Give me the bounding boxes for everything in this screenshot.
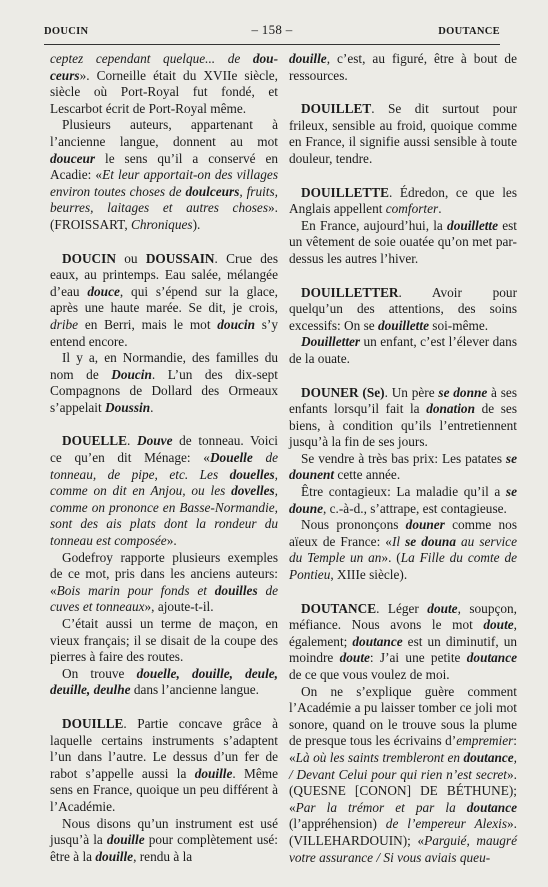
text-run: . L’un des dix-sept Compagnons de Dollard des Ormeaux s’appelait	[50, 366, 278, 415]
text-run: . Léger	[376, 600, 428, 616]
text-run: Godefroy rapporte plusieurs exemples de ce mot, pris dans les anciens auteurs: «	[50, 549, 278, 598]
emphasized-word: douner	[405, 517, 445, 533]
italic-text: de tonneau, de pipe, etc. Les	[50, 450, 278, 482]
entry-paragraph	[289, 601, 517, 684]
emphasized-word: doutance	[466, 799, 517, 815]
text-run: ».	[166, 533, 177, 549]
text-paragraph	[289, 517, 517, 583]
text-run: de tonneau. Voici ce qu’en dit Ménage: «	[50, 433, 278, 466]
text-run: pour complètement usé: être à la	[50, 832, 278, 864]
entry-paragraph	[50, 251, 278, 351]
left-column	[50, 51, 278, 865]
emphasized-word: dou-ceurs	[50, 51, 278, 83]
text-run: est un vêtement de soie ouatée qu’on met par-dessus les autres l’hiver.	[289, 217, 517, 266]
text-run: Plusieurs auteurs, appartenant à l’ancienne langue, donnent au mot	[50, 117, 278, 149]
text-paragraph	[50, 666, 278, 699]
text-run: (l’appréhension)	[289, 816, 386, 832]
text-run: ». (FROISSART,	[50, 200, 278, 232]
text-run: . Partie concave grâce à laquelle certains instruments s’adaptent l’un dans l’autre. Le dessus d’un fer de rabot s’appelle aussi la	[50, 715, 278, 781]
italic-text: de cuves et tonneaux	[50, 582, 279, 615]
italic-text: Et leur apportait-on des villages environ toutes choses de	[50, 167, 278, 199]
emphasized-word: se donne	[438, 384, 488, 400]
text-run: à ses enfants lorsqu’il fait la	[289, 384, 517, 417]
text-run: , soupçon, méfiance. Nous avons le mot	[289, 600, 517, 633]
entry-headword: DOUILLETTE	[301, 184, 389, 200]
emphasized-word: Douelle	[209, 450, 253, 466]
text-paragraph	[289, 684, 517, 867]
text-run: , rendu à la	[133, 848, 193, 864]
text-run: ).	[192, 216, 201, 232]
text-run: est un diminutif, un moindre	[289, 633, 518, 666]
header-first-word: DOUCIN	[44, 26, 89, 37]
text-paragraph	[289, 334, 517, 367]
text-run: Il y a, en Normandie, des familles du nom de	[50, 350, 278, 382]
text-paragraph	[289, 451, 517, 484]
text-run: ». (	[381, 550, 401, 566]
emphasized-word: douelle, douille, deule, deuille, deulhe	[50, 665, 278, 698]
text-paragraph	[289, 51, 517, 84]
italic-text: Bois marin pour fonds et	[56, 582, 215, 598]
text-run: de ses biens, à condition qu’ils l’entretiennent jusqu’à la fin de ses jours.	[289, 401, 517, 450]
emphasized-word: douillette	[447, 217, 499, 233]
text-run: . Édredon, ce que les Anglais appellent	[289, 184, 517, 217]
italic-text: comforter	[385, 201, 439, 217]
text-paragraph	[50, 51, 278, 117]
text-run: : «	[289, 733, 517, 765]
entry-paragraph	[50, 716, 278, 816]
text-run: comme nos aïeux de France: «	[289, 517, 517, 549]
entry-headword: DOUILLE	[62, 715, 124, 731]
text-run: , c.-à-d., s’attrape, est contagieuse.	[323, 500, 507, 516]
italic-text: , / Devant Celui pour qui rien n’est secret	[289, 749, 517, 782]
emphasized-word: douillette	[378, 317, 429, 333]
text-run: de ce que vous voulez de moi.	[289, 667, 450, 682]
emphasized-word: se doune	[289, 484, 517, 516]
text-paragraph	[50, 616, 278, 666]
text-run: .	[127, 433, 138, 449]
entry-headword: DOUTANCE	[301, 600, 377, 616]
text-run: soi-même.	[428, 317, 489, 333]
emphasized-word: se dounent	[289, 450, 517, 483]
text-run: . Même sens en France, quoique un peu différent à l’Académie.	[50, 765, 278, 814]
text-run: Nous prononçons	[301, 517, 406, 533]
italic-text: Parguié, maugré votre assurance / Si vous aviais queu-	[289, 832, 517, 865]
emphasized-word: douille	[194, 765, 233, 781]
entry-paragraph	[289, 101, 517, 167]
emphasized-word: douceur	[50, 150, 96, 166]
text-run: cette année.	[334, 467, 401, 483]
text-run: .	[150, 399, 154, 415]
text-run: ». (QUESNE [CONON] DE BÉTHUNE); «	[289, 766, 517, 815]
text-run: . Un père	[384, 384, 439, 400]
emphasized-word: donation	[426, 401, 475, 417]
text-run: Être contagieux: La maladie qu’il a	[301, 484, 506, 500]
emphasized-word: doulceurs	[185, 183, 240, 199]
emphasized-word: doutance	[466, 650, 517, 666]
italic-text: dribe	[50, 316, 79, 332]
entry-paragraph	[289, 185, 517, 218]
text-paragraph	[289, 484, 517, 517]
italic-text: de l’empereur Alexis	[385, 816, 508, 832]
emphasized-word: douelles	[229, 466, 275, 482]
text-run: : J’ai une petite	[369, 650, 467, 666]
emphasized-word: Douve	[137, 433, 173, 449]
emphasized-word: doute	[339, 650, 370, 666]
text-paragraph	[50, 117, 278, 233]
italic-text: Là où les saints trembleront en	[295, 749, 464, 765]
italic-text: , fruits, beurres, laitages et autres choses	[50, 183, 278, 216]
entry-paragraph	[289, 385, 517, 451]
emphasized-word: doutance	[352, 633, 403, 649]
header-rule	[44, 44, 500, 45]
entry-headword: DOUNER (Se)	[301, 384, 385, 400]
text-run: , XIIIe siècle).	[330, 567, 408, 583]
italic-text: Par la trémor et par la	[295, 799, 467, 815]
italic-text: La Fille du comte de Pontieu	[289, 550, 517, 583]
text-run: On trouve	[62, 665, 137, 681]
entry-paragraph	[50, 433, 278, 549]
text-run: , c’est, au figuré, être à bout de ressources.	[289, 51, 517, 83]
text-run: . Crue des eaux, au printemps. Eau salée, mélangée d’eau	[50, 250, 278, 299]
text-run: . Avoir pour quelqu’un des attentions, des soins excessifs: On se	[289, 284, 517, 333]
text-run: », ajoute-t-il.	[144, 599, 214, 615]
text-run: C’était aussi un terme de maçon, en vieux français; il se disait de la coupe des pierres à faire des routes.	[50, 616, 278, 665]
entry-headword: DOUCIN	[62, 250, 116, 266]
italic-text: au service du Temple un an	[289, 533, 517, 566]
text-run: ». Corneille était du XVIIe siècle, siècle où Port-Royal fut fondé, et Lescarbot écrit de Port-Royal même.	[50, 67, 278, 116]
italic-text: ceptez cependant quelque... de	[50, 51, 253, 66]
text-run: un enfant, c’est l’élever dans de la ouate.	[289, 334, 517, 366]
italic-text: Chroniques	[130, 216, 193, 232]
text-run: .	[438, 201, 442, 217]
text-run: ». (VILLEHARDOUIN); «	[289, 816, 517, 848]
text-run: le sens qu’il a conservé en Acadie: «	[50, 150, 278, 183]
text-run: en Berri, mais le mot	[78, 316, 218, 332]
italic-text: empremier	[456, 733, 514, 749]
emphasized-word: Doucin	[111, 366, 152, 382]
text-paragraph	[50, 816, 278, 866]
emphasized-word: douille	[95, 848, 134, 864]
right-column	[289, 51, 517, 866]
entry-headword: DOUILLET	[301, 101, 372, 117]
entry-headword: DOUELLE	[62, 433, 128, 449]
header-last-word: DOUTANCE	[438, 26, 500, 37]
entry-headword: DOUILLETTER	[301, 284, 399, 300]
running-header	[44, 22, 500, 42]
emphasized-word: doucin	[217, 316, 255, 332]
emphasized-word: douce	[87, 283, 120, 299]
text-run: dans l’ancienne langue.	[130, 682, 259, 698]
emphasized-word: douille	[106, 832, 145, 848]
entry-headword: DOUSSAIN	[145, 250, 215, 266]
italic-text: Il	[391, 533, 406, 549]
emphasized-word: dovelles	[231, 483, 275, 499]
text-paragraph	[289, 218, 517, 268]
emphasized-word: doute	[427, 600, 458, 616]
text-run: , également;	[289, 617, 517, 649]
text-run: Se vendre à très bas prix: Les patates	[301, 450, 506, 466]
entry-paragraph	[289, 285, 517, 335]
italic-text: , comme on dit en Anjou, ou les	[50, 466, 278, 499]
italic-text: , comme on prononce en Basse-Normandie, sont des ais plats dont la rondeur du tonneau est composée	[50, 483, 278, 549]
text-run: , qui s’épend sur la glace, après une haute marée. Se dit, je crois,	[50, 283, 278, 316]
page-number: – 158 –	[251, 22, 293, 37]
emphasized-word: se douna	[405, 533, 456, 549]
emphasized-word: doutance	[463, 749, 514, 765]
text-run: En France, aujourd’hui, la	[301, 217, 448, 233]
text-run: On ne s’explique guère comment l’Académie a pu laisser tomber ce joli mot sonore, quand on le trouve sous la plume de presque tous les écrivains d’	[289, 683, 517, 749]
text-run: s’y entend encore.	[50, 316, 278, 349]
emphasized-word: douille	[289, 51, 327, 66]
emphasized-word: Doussin	[105, 399, 151, 415]
text-run: . Se dit surtout pour frileux, sensible au froid, quoique comme en France, il signifie aussi sensible à toute douleur, tendre.	[289, 101, 517, 166]
emphasized-word: douilles	[214, 582, 258, 598]
emphasized-word: doute	[483, 617, 514, 633]
text-paragraph	[50, 350, 278, 416]
text-paragraph	[50, 550, 278, 616]
emphasized-word: Douilletter	[301, 334, 361, 350]
text-run: ou	[115, 250, 146, 266]
text-run: Nous disons qu’un instrument est usé jusqu’à la	[50, 815, 278, 848]
